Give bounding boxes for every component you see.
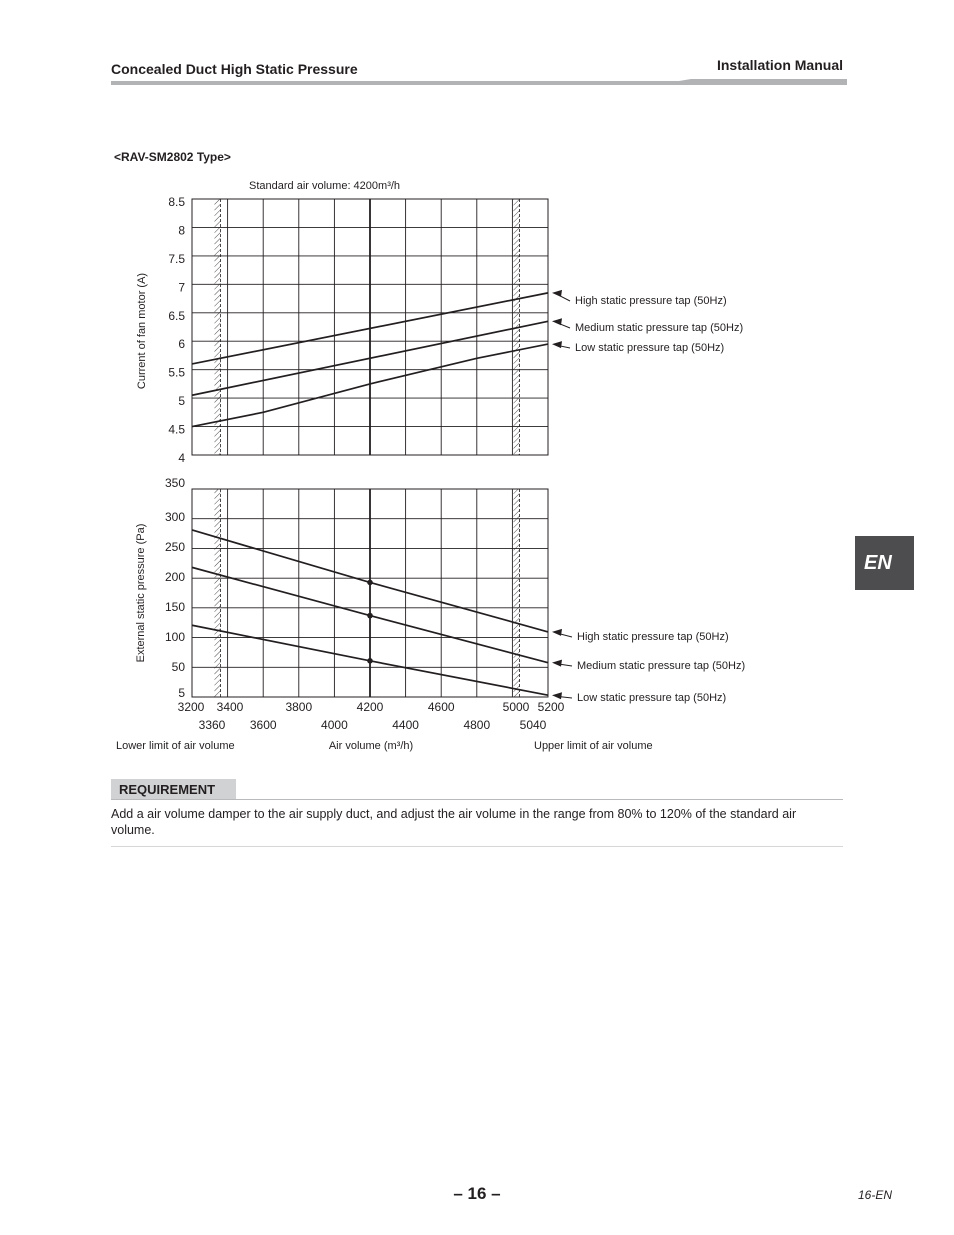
series-label: High static pressure tap (50Hz)	[575, 295, 727, 307]
requirement-divider	[111, 799, 843, 800]
requirement-divider-bottom	[111, 846, 843, 847]
lower-limit-band	[214, 489, 220, 697]
section-title: <RAV-SM2802 Type>	[114, 150, 231, 164]
page-code: 16-EN	[857, 1188, 892, 1202]
callout-arrowhead	[552, 290, 562, 297]
x-tick-label: 4200	[356, 700, 384, 714]
operating-point-marker	[367, 658, 373, 664]
series-label: High static pressure tap (50Hz)	[577, 631, 729, 643]
x-axis-label: Air volume (m³/h)	[328, 740, 414, 752]
operating-point-marker	[367, 580, 373, 586]
y-tick-label: 6	[178, 337, 185, 352]
callout-arrowhead	[552, 318, 562, 325]
y-tick-label: 4.5	[168, 422, 185, 437]
y-tick-label: 200	[164, 570, 185, 584]
standard-air-volume-annotation: Standard air volume: 4200m³/h	[249, 180, 401, 192]
upper-limit-label: Upper limit of air volume	[534, 740, 653, 752]
y-tick-label: 6.5	[168, 308, 185, 323]
y-tick-label: 350	[164, 476, 185, 490]
y-tick-label: 7	[178, 280, 185, 295]
y-tick-label: 5	[178, 686, 185, 700]
x-tick-label: 3360	[198, 718, 226, 732]
product-title: Concealed Duct High Static Pressure	[111, 61, 358, 77]
x-tick-label: 4800	[463, 718, 491, 732]
callout-arrowhead	[552, 692, 562, 699]
y-tick-label: 300	[164, 510, 185, 524]
x-tick-label: 4600	[427, 700, 455, 714]
language-tab: EN	[855, 536, 914, 590]
x-tick-label: 5040	[519, 718, 547, 732]
callout-arrowhead	[552, 629, 562, 636]
y-tick-label: 100	[164, 630, 185, 644]
y-tick-label: 4	[178, 451, 185, 465]
y-tick-label: 150	[164, 600, 185, 614]
y-tick-label: 8.5	[168, 195, 185, 209]
x-tick-label: 5000	[502, 700, 530, 714]
y-tick-label: 50	[171, 660, 185, 674]
y-axis-label: Current of fan motor (A)	[136, 272, 148, 390]
y-tick-label: 5.5	[168, 365, 185, 380]
manual-title: Installation Manual	[716, 57, 843, 73]
x-tick-label: 4400	[392, 718, 419, 732]
upper-limit-band	[514, 489, 520, 697]
y-tick-label: 8	[178, 223, 185, 238]
series-label: Low static pressure tap (50Hz)	[577, 692, 727, 704]
requirement-text: Add a air volume damper to the air supply duct, and adjust the air volume in the range from 80% to 120% of the standard air volume.	[111, 807, 797, 837]
x-tick-label: 3800	[285, 700, 313, 714]
series-label: Medium static pressure tap (50Hz)	[575, 322, 744, 334]
x-tick-label: 3600	[249, 718, 277, 732]
requirement-label: REQUIREMENT	[111, 779, 236, 799]
operating-point-marker	[367, 613, 373, 619]
lower-limit-label: Lower limit of air volume	[116, 740, 235, 752]
page-number: – 16 –	[453, 1184, 501, 1203]
callout-arrowhead	[552, 341, 562, 348]
y-axis-label: External static pressure (Pa)	[135, 523, 147, 663]
callout-arrowhead	[552, 660, 562, 667]
series-label: Medium static pressure tap (50Hz)	[577, 660, 746, 672]
x-tick-label: 4000	[321, 718, 348, 732]
series-label: Low static pressure tap (50Hz)	[575, 342, 725, 354]
x-tick-label: 3200	[177, 700, 205, 714]
y-tick-label: 5	[178, 394, 185, 409]
x-tick-label: 3400	[216, 700, 244, 714]
lower-limit-band	[214, 199, 220, 455]
x-tick-label: 5200	[537, 700, 565, 714]
y-tick-label: 7.5	[168, 251, 185, 266]
y-tick-label: 250	[164, 540, 185, 554]
